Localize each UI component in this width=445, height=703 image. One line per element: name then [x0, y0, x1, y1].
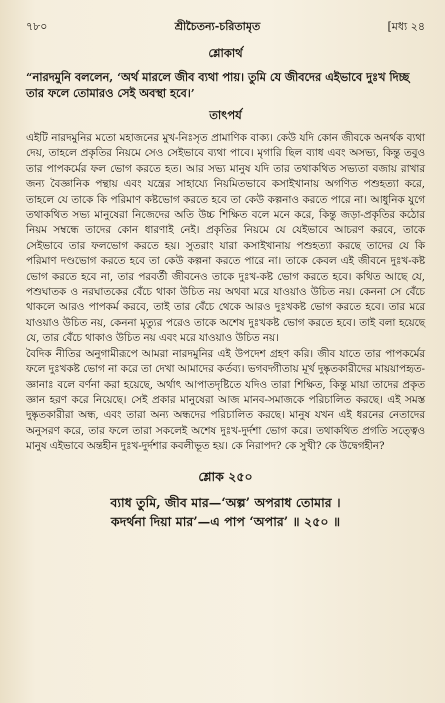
- purport-paragraph-1: এইটি নারদমুনির মতো মহাজনের মুখ-নিঃসৃত প্রামাণিক বাক্য। কেউ যদি কোন জীবকে অনর্থক ব্যথা দেয়, তাহলে প্রকৃতির নিয়মে সেও সেইভাবে ব্যথা পাবে। মৃগারি ছিল ব্যাধ এবং অসভ্য, কিন্তু তবুও তার পাপকর্মের ফল ভোগ করতে হত। আর সভ্য মানুষ যদি তার তথাকথিত সভ্যতা বজায় রাখার জন্য বৈজ্ঞানিক পন্থায় এবং যন্ত্রের সাহায্যে নিয়মিতভাবে কসাইখানায় অগণিত পশুহত্যা করে, তাহলে যে তাকে কি পরিমাণ কষ্টভোগ করতে হবে তা কেউ কল্পনাও করতে পারে না। আধুনিক যুগে তথাকথিত সভ্য মানুষেরা নিজেদের অতি উচ্চ শিক্ষিত বলে মনে করে, কিন্তু জড়া-প্রকৃতির কঠোর নিয়ম সম্বন্ধে তাদের কোন ধারণাই নেই। প্রকৃতির নিয়মে যে যেইভাবে আচরণ করবে, তাকে সেইভাবে তার ফলভোগ করতে হয়। সুতরাং যারা কসাইখানায় পশুহত্যা করছে তাদের যে কি পরিমাণ দণ্ডভোগ করতে হবে তা কেউ কল্পনা করতে পারে না। তাকে কেবল এই জীবনে দুঃখ-কষ্ট ভোগ করতে হবে না, তার পরবর্তী জীবনেও তাকে দুঃখ-কষ্ট ভোগ করতে হবে। কথিত আছে যে, পশুঘাতক ও নরঘাতকের বেঁচে থাকা উচিত নয় অথবা মরে যাওয়াও উচিত নয়। কেননা সে বেঁচে থাকলে আরও পাপকর্ম করবে, তাই তার বেঁচে থেকে আরও দুঃখকষ্ট ভোগ করতে হবে। তার মরে যাওয়াও উচিত নয়, কেননা মৃত্যুর পরেও তাকে অশেষ দুঃখকষ্ট ভোগ করতে হবে। তাই বলা হয়েছে যে, তার বেঁচে থাকাও উচিত নয় এবং মরে যাওয়াও উচিত নয়।: [26, 132, 425, 345]
- verse-line-1: ব্যাধ তুমি, জীব মার—‘অল্প’ অপরাধ তোমার ।: [110, 494, 341, 510]
- page-number: ৭৮০: [26, 20, 48, 33]
- running-title: শ্রীচৈতন্য-চরিতামৃত: [174, 20, 261, 33]
- chapter-indicator: [মধ্য ২৪: [387, 20, 425, 33]
- page-header: [26, 18, 425, 37]
- verse-heading: শ্লোক ২৫০: [198, 468, 253, 484]
- translation-text: “নারদমুনি বললেন, ‘অর্থ মারলে জীব ব্যথা পায়। তুমি যে জীবদের এইভাবে দুঃখ দিচ্ছ তার ফলে তোমারও সেই অবস্থা হবে।’: [26, 70, 410, 100]
- purport-paragraph-2: বৈদিক নীতির অনুগামীরূপে আমরা নারদমুনির এই উপদেশ গ্রহণ করি। জীব যাতে তার পাপকর্মের ফলে দুঃখকষ্ট ভোগ না করে তা দেখা আমাদের কর্তব্য। ভগবদ্গীতায় মূর্খ দুষ্কৃতকারীদের মায়য়াপহৃত-জ্ঞানাঃ বলে বর্ণনা করা হয়েছে, অর্থাৎ আপাতদৃষ্টিতে যদিও তারা শিক্ষিত, কিন্তু মায়া তাদের প্রকৃত জ্ঞান হরণ করে নিয়েছে। সেই প্রকার মানুষেরা আজ মানব-সমাজকে পরিচালিত করছে। এই সমস্ত দুষ্কৃতকারীরা অন্ধ, এবং তারা অন্য অন্ধদের পরিচালিত করছে। মানুষ যখন এই ধরনের নেতাদের অনুসরণ করে, তার ফলে তারা সকলেই অশেষ দুঃখ-দুর্দশা ভোগ করে। তথাকথিত প্রগতি সত্ত্বেও মানুষ এইভাবে অন্তহীন দুঃখ-দুর্দশার কবলীভূত হয়। কে নিরাপদ? কে সুখী? কে উদ্বেগহীন?: [26, 347, 425, 453]
- verse-line-2: কদর্থনা দিয়া মার’—এ পাপ ‘অপার’ ॥ ২৫০ ॥: [110, 513, 341, 529]
- purport-heading: তাৎপর্য: [209, 108, 242, 122]
- translation-heading: শ্লোকার্থ: [208, 46, 243, 60]
